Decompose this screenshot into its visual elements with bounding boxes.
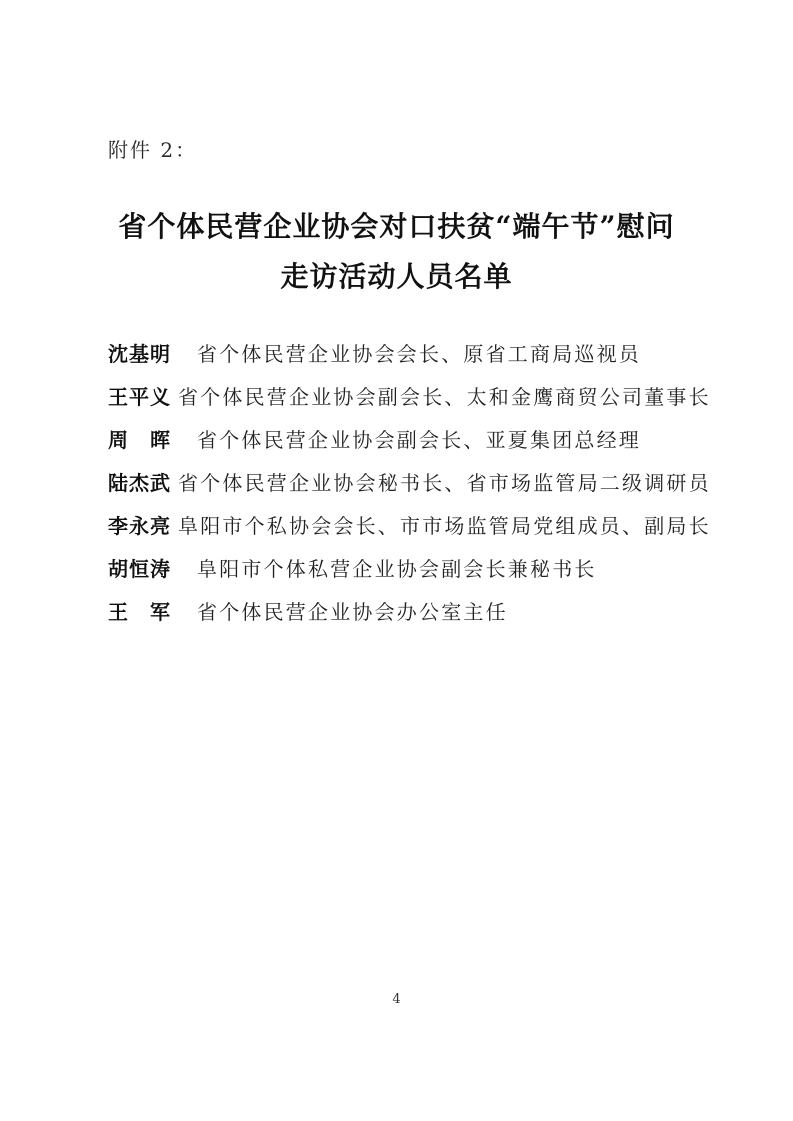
person-name: 胡恒涛: [108, 557, 171, 581]
person-role: 省个体民营企业协会副会长、太和金鹰商贸公司董事长: [178, 385, 711, 409]
person-role: 阜阳市个体私营企业协会副会长兼秘书长: [197, 557, 597, 581]
document-title-line-1: 省个体民营企业协会对口扶贫“端午节”慰问: [118, 210, 675, 243]
person-name: 陆杰武: [108, 471, 171, 495]
person-name: 周 晖: [108, 428, 171, 452]
list-item: [108, 381, 711, 424]
person-role: 省个体民营企业协会副会长、亚夏集团总经理: [197, 428, 641, 452]
page-number: 4: [392, 992, 401, 1007]
list-item: [108, 596, 708, 639]
list-item: [108, 338, 708, 381]
list-item: [108, 553, 708, 596]
attachment-label: 附件 2：: [108, 138, 198, 162]
person-role: 阜阳市个私协会会长、市市场监管局党组成员、副局长: [178, 514, 711, 538]
list-item: [108, 510, 711, 553]
personnel-list: [108, 338, 711, 639]
person-name: 沈基明: [108, 342, 171, 366]
document-title-line-2: 走访活动人员名单: [280, 260, 513, 293]
person-role: 省个体民营企业协会办公室主任: [197, 600, 508, 624]
person-name: 王平义: [108, 385, 171, 409]
person-role: 省个体民营企业协会会长、原省工商局巡视员: [197, 342, 641, 366]
person-name: 李永亮: [108, 514, 171, 538]
person-role: 省个体民营企业协会秘书长、省市场监管局二级调研员: [178, 471, 711, 495]
person-name: 王 军: [108, 600, 171, 624]
list-item: [108, 424, 708, 467]
list-item: [108, 467, 711, 510]
